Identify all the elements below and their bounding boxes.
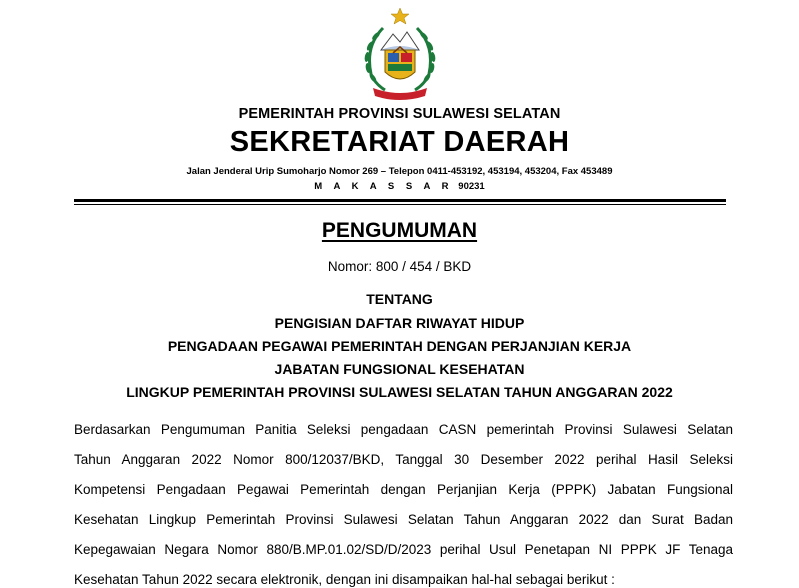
about-label: TENTANG [366, 291, 433, 307]
sulawesi-selatan-provincial-emblem-icon [355, 6, 445, 102]
subject-line: LINGKUP PEMERINTAH PROVINSI SULAWESI SELATAN TAHUN ANGGARAN 2022 [126, 384, 673, 400]
office-address: Jalan Jenderal Urip Sumoharjo Nomor 269 – Telepon 0411-453192, 453194, 453204, Fax 453489 [186, 166, 613, 177]
announcement-title: PENGUMUMAN [321, 219, 478, 242]
subject-line: PENGISIAN DAFTAR RIWAYAT HIDUP [274, 315, 525, 331]
body-text-line: Kesehatan Lingkup Pemerintah Provinsi Sulawesi Selatan Tahun Anggaran 2022 dan Surat Badan [74, 512, 733, 527]
subject-line: PENGADAAN PEGAWAI PEMERINTAH DENGAN PERJANJIAN KERJA [167, 338, 632, 354]
announcement-number: Nomor: 800 / 454 / BKD [327, 259, 472, 274]
letterhead-divider-thin [74, 204, 726, 205]
office-city-line [0, 181, 799, 192]
body-text-line: Kesehatan Tahun 2022 secara elektronik, dengan ini disampaikan hal-hal sebagai berikut : [74, 572, 615, 587]
office-city: M A K A S S A R [314, 181, 454, 192]
office-name: SEKRETARIAT DAERAH [229, 126, 570, 158]
subject-line: JABATAN FUNGSIONAL KESEHATAN [274, 361, 525, 377]
body-text-line: Tahun Anggaran 2022 Nomor 800/12037/BKD, Tanggal 30 Desember 2022 perihal Hasil Seleksi [74, 452, 733, 467]
body-text-line: Kepegawaian Negara Nomor 880/B.MP.01.02/SD/D/2023 perihal Usul Penetapan NI PPPK JF Tenaga [74, 542, 733, 557]
body-text-line: Berdasarkan Pengumuman Panitia Seleksi pengadaan CASN pemerintah Provinsi Sulawesi Selatan [74, 422, 733, 437]
body-text-line: Kompetensi Pengadaan Pegawai Pemerintah dengan Perjanjian Kerja (PPPK) Jabatan Fungsional [74, 482, 733, 497]
office-postcode: 90231 [458, 181, 485, 192]
letterhead-divider-thick [74, 199, 726, 202]
government-name: PEMERINTAH PROVINSI SULAWESI SELATAN [238, 106, 561, 122]
